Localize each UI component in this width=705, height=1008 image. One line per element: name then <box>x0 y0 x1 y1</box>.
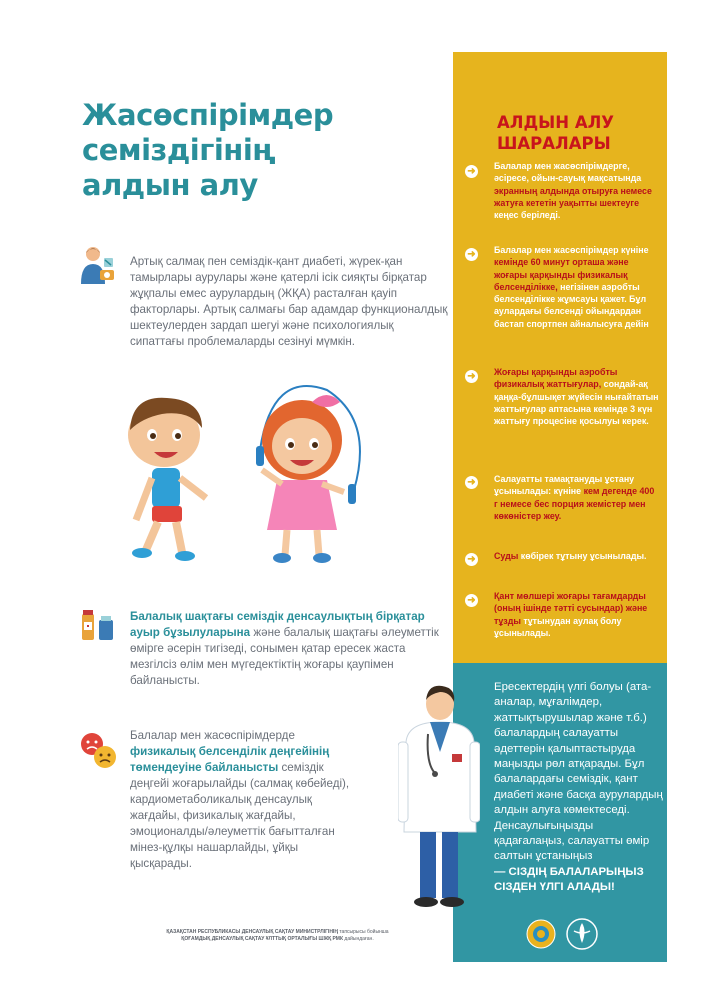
footer-line-1 <box>125 929 430 936</box>
footer-line1-bold: ҚАЗАҚСТАН РЕСПУБЛИКАСЫ ДЕНСАУЛЫҚ САҚТАУ МИНИСТРЛІГІНІҢ <box>166 929 338 935</box>
prevention-title-line-2: ШАРАЛАРЫ <box>497 134 611 153</box>
paragraph-physical-activity <box>130 728 350 872</box>
arrow-icon: ➜ <box>465 553 478 566</box>
paragraph2-rest: және балалық шақтағы әлеуметтік өмірге әсерін тигізеді, сонымен қатар ересек жаста мезгілсіз өлім мен мүгедектіктің жоғары қаупімен байланысты. <box>130 626 439 687</box>
tip1-text-end: кеңес беріледі. <box>494 210 561 221</box>
tip-sugar-salt <box>494 590 660 639</box>
tip2-highlight: кемінде 60 минут орташа және жоғары қарқынды физикалық белсенділікке, <box>494 257 629 292</box>
arrow-icon: ➜ <box>465 165 478 178</box>
tip-screen-time <box>494 160 660 221</box>
role-model-body: Ересектердің үлгі болуы (ата-аналар, мұғалімдер, жаттықтырушылар және т.б.) балалардың салауатты әдеттерін қалыптастыруда маңызды рөл атқарады. Бұл балалардағы семіздік, қант диабеті және басқа аурулардың алдын алуға көмектеседі. Денсаулығыңызды қадағалаңыз, салауатты өмір салтын ұстаныңыз <box>494 681 663 863</box>
tip1-text: Балалар мен жасөспірімдерге, әсіресе, ойын-сауық мақсатында <box>494 161 642 184</box>
health-center-logo <box>565 917 599 951</box>
paragraph3-intro: Балалар мен жасөспірімдерде <box>130 729 295 742</box>
tip4-text: Салауатты тамақтануды ұстану ұсынылады: күніне <box>494 474 635 497</box>
tip1-highlight: экранның алдында отыруға немесе жатуға кететін уақытты шектеуге <box>494 185 652 208</box>
paragraph3-bold: физикалық белсенділік деңгейінің төмендеуіне байланысты <box>130 745 330 774</box>
tip2-text-end: негізінен аэробты белсенділікке жұмсауы қажет. Бұл аулардағы белсенді ойындардан бастап спортпен айналысуға дейін <box>494 281 649 329</box>
prevention-title-line-1: АЛДЫН АЛУ <box>497 113 615 132</box>
paragraph-childhood-obesity <box>130 609 450 689</box>
tip-physical-activity <box>494 244 660 330</box>
tip5-text: көбірек тұтыну ұсынылады. <box>518 551 647 561</box>
prevention-title <box>497 112 657 154</box>
footer-line2-bold: ҚОҒАМДЫҚ ДЕНСАУЛЫҚ САҚТАУ ҰЛТТЫҚ ОРТАЛЫҒЫ ШЖҚ РМК <box>181 936 344 942</box>
kazakhstan-emblem <box>526 919 556 949</box>
doctor-illustration <box>398 682 480 910</box>
footer-line2-rest: дайындаған. <box>343 936 374 942</box>
page-title <box>82 98 412 203</box>
tip3-highlight: Жоғары қарқынды аэробты физикалық жаттығулар, <box>494 367 618 390</box>
tip-aerobic-exercise <box>494 366 660 427</box>
kids-playing-illustration <box>122 380 374 565</box>
medicine-icon <box>79 606 117 642</box>
title-line-3: алдын алу <box>82 168 258 202</box>
arrow-icon: ➜ <box>465 370 478 383</box>
tip6-highlight: Қант мөлшері жоғары тағамдарды (оның ішінде тәтті сусындар) және тұзды <box>494 591 648 626</box>
title-line-2: семіздігінің <box>82 133 276 167</box>
tip6-text: тұтынудан аулақ болу ұсынылады. <box>494 615 622 638</box>
title-line-1: Жасөспірімдер <box>82 98 334 132</box>
role-model-slogan: — СІЗДІҢ БАЛАЛАРЫҢЫЗ СІЗДЕН ҮЛГІ АЛАДЫ! <box>494 865 644 894</box>
overweight-person-icon <box>78 244 118 286</box>
tip2-text: Балалар мен жасөспірімдер күніне <box>494 245 649 255</box>
emotions-icon <box>78 730 118 770</box>
tip5-highlight: Суды <box>494 551 519 561</box>
arrow-icon: ➜ <box>465 594 478 607</box>
arrow-icon: ➜ <box>465 476 478 489</box>
tip-water <box>494 550 660 562</box>
paragraph-risk-factors: Артық салмақ пен семіздік-қант диабеті, жүрек-қан тамырлары аурулары және қатерлі ісік сияқты бірқатар жұқпалы емес аурулардың (ЖҚА) расталған қауіп факторлары. Артық салмағы бар адамдар функционалдық шектеулерден зардап шегуі және психологиялық сипаттағы проблемаларды сезінуі мүмкін. <box>130 255 448 348</box>
role-model-text <box>494 680 664 896</box>
tip3-text: сондай-ақ қаңқа-бұлшықет жүйесін нығайтатын жаттығулар аптасына кемінде 3 күн жаттығу процесіне қосылуы керек. <box>494 379 659 427</box>
paragraph2-bold: Балалық шақтағы семіздік денсаулықтың бірқатар ауыр бұзылуларына <box>130 610 425 639</box>
arrow-icon: ➜ <box>465 248 478 261</box>
footer-credits <box>125 929 430 943</box>
footer-line-2 <box>125 936 430 943</box>
paragraph3-rest: семіздік деңгейі жоғарылайды (салмақ көбейеді), кардиометаболикалық денсаулық жағдайы, физикалық жағдайы, эмоционалды/әлеуметтік бағытталған мінез-құлқы нашарлайды, ұйқы қысқарады. <box>130 761 350 870</box>
tip-healthy-eating <box>494 473 660 522</box>
footer-line1-rest: тапсырысы бойынша <box>337 929 389 935</box>
tip4-highlight: кем дегенде 400 г немесе бес порция жемістер мен көкөністер жеу. <box>494 486 655 521</box>
